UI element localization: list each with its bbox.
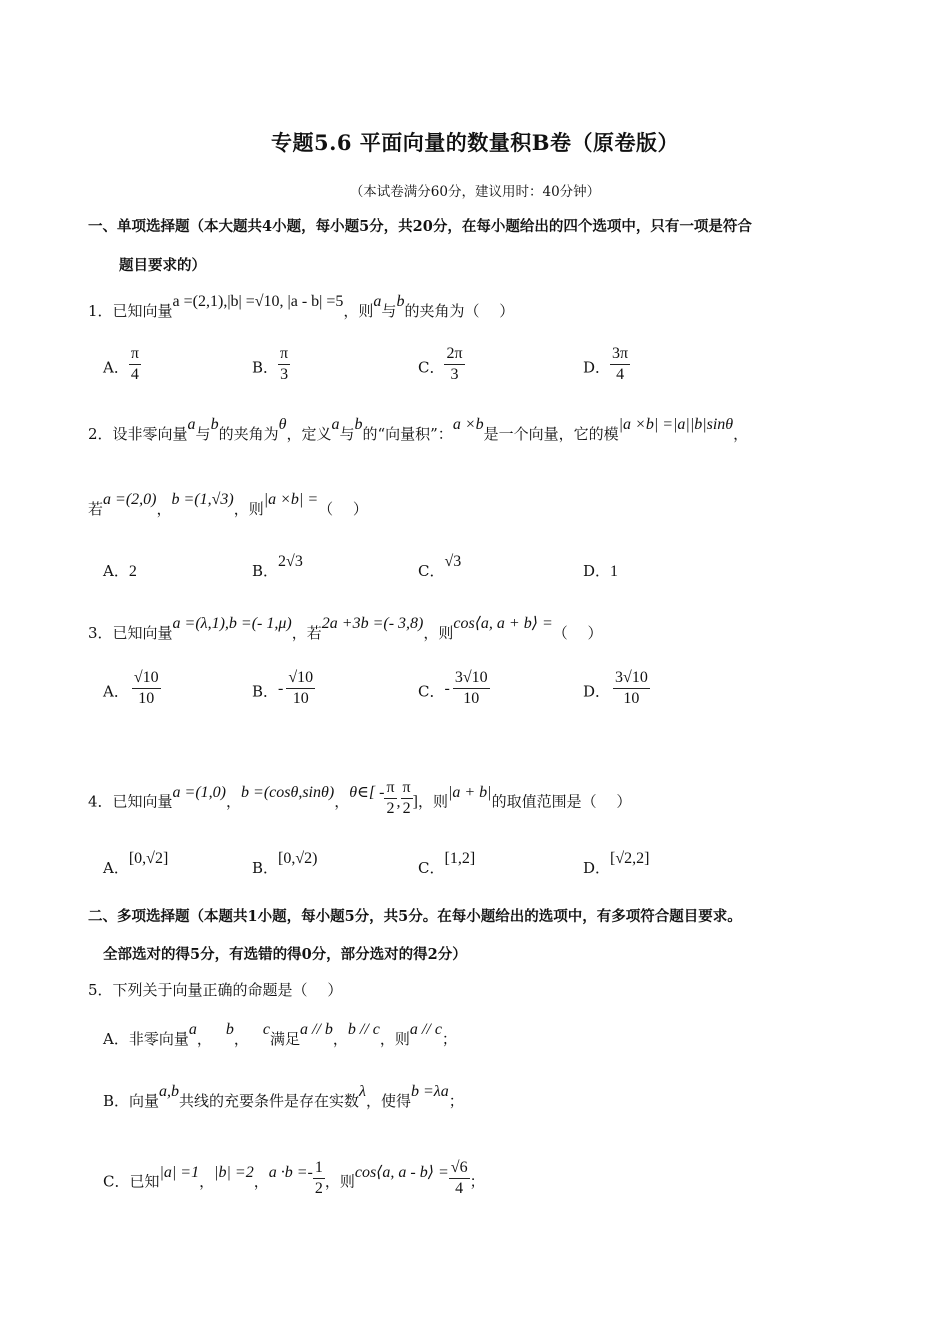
text-then: ，则 — [324, 1172, 355, 1191]
q5-option-c[interactable] — [103, 1159, 485, 1203]
option-label: C． — [418, 859, 445, 877]
text-satisfy: 满足 — [269, 1030, 300, 1048]
q4-range-open: θ∈[ - — [349, 783, 385, 801]
option-label: C．已知 — [103, 1172, 160, 1191]
q1-option-d[interactable] — [583, 345, 630, 389]
q2-a: a — [187, 416, 196, 433]
option-label: B． — [252, 358, 279, 377]
q2-and2: 与 — [339, 425, 355, 443]
q4-range-close: ] — [412, 793, 418, 811]
q3-vectors: a =(λ,1),b =(- 1,μ) — [172, 615, 292, 632]
q4-prefix: 4．已知向量 — [88, 792, 173, 811]
q4-option-c[interactable] — [418, 850, 476, 878]
q1-option-a[interactable] — [103, 345, 141, 389]
q2-a2: a — [331, 416, 340, 433]
q2-ask: |a ×b| = — [263, 491, 319, 508]
text-condition: 共线的充要条件是存在实数 — [179, 1092, 360, 1110]
denominator: 10 — [138, 690, 155, 707]
fraction — [449, 1158, 470, 1199]
q4-bvec: b =(cosθ,sinθ) — [241, 783, 335, 801]
numerator: 3√10 — [613, 668, 650, 689]
q1-option-b[interactable] — [252, 345, 290, 389]
denominator: 3 — [280, 366, 289, 383]
q3-option-b[interactable] — [252, 669, 315, 713]
semicolon: ； — [448, 1092, 464, 1110]
option-label: C． — [418, 562, 445, 580]
lambda: λ — [359, 1083, 366, 1100]
numerator: 1 — [313, 1158, 325, 1179]
q2-text2: ，定义 — [286, 425, 332, 443]
option-label: C． — [418, 358, 445, 377]
vectors-ab: a,b — [159, 1083, 180, 1100]
q4-sep2: ， — [334, 792, 350, 811]
option-label: A． — [103, 562, 129, 580]
numerator: √10 — [132, 668, 161, 689]
q1-prefix: 1．已知向量 — [88, 302, 173, 320]
q5-option-b[interactable] — [103, 1083, 464, 1111]
option-label: B．向量 — [103, 1092, 160, 1110]
numerator: π — [129, 344, 141, 365]
option-label: C． — [418, 682, 445, 701]
question-2-line2 — [88, 491, 368, 519]
a-parallel-b: a // b — [300, 1021, 333, 1038]
q2-b2: b — [354, 416, 363, 433]
fraction — [286, 668, 315, 709]
option-label: D． — [583, 682, 611, 701]
comma: ， — [233, 1030, 249, 1048]
q4-option-a[interactable] — [103, 850, 169, 878]
fraction — [278, 344, 290, 385]
option-label: A．非零向量 — [103, 1030, 189, 1048]
numerator: √6 — [449, 1158, 470, 1179]
fraction — [444, 344, 464, 385]
vector-a: a — [188, 1021, 197, 1038]
denominator: 2 — [402, 800, 411, 817]
option-label: B． — [252, 562, 279, 580]
option-value: 2√3 — [278, 553, 303, 570]
question-2-line1 — [88, 416, 749, 444]
q1-given: a =(2,1),|b| =√10, |a - b| =5 — [172, 293, 344, 310]
q4-ask: |a + b| — [447, 783, 492, 801]
option-value: 1 — [610, 563, 619, 580]
q2-option-b[interactable] — [252, 553, 303, 581]
b-equals-lambda-a: b =λa — [411, 1083, 449, 1100]
semicolon: ； — [469, 1172, 485, 1191]
fraction — [132, 668, 161, 709]
q4-option-b[interactable] — [252, 850, 318, 878]
denominator: 4 — [130, 366, 139, 383]
cosine-expr: cos⟨a, a - b⟩ = — [354, 1163, 449, 1181]
denominator: 10 — [292, 690, 309, 707]
q2-if: 若 — [88, 500, 104, 518]
q2-paren: （ ） — [318, 500, 368, 518]
option-value: [√2,2] — [610, 850, 650, 867]
option-label: D． — [583, 859, 611, 877]
semicolon: ； — [441, 1030, 457, 1048]
q2-option-d[interactable] — [583, 560, 618, 581]
numerator: π — [401, 778, 413, 799]
option-label: B． — [252, 859, 279, 877]
question-5: 5．下列关于向量正确的命题是（ ） — [88, 981, 343, 999]
option-label: D． — [583, 358, 611, 377]
q3-paren: （ ） — [552, 624, 603, 642]
numerator: 3√10 — [453, 668, 490, 689]
text-such-that: ，使得 — [365, 1092, 411, 1110]
numerator: π — [278, 344, 290, 365]
fraction — [610, 344, 630, 385]
vector-c: c — [262, 1021, 270, 1038]
dot-product: a ·b =- — [268, 1163, 313, 1181]
exam-info: （本试卷满分60分，建议用时：40分钟） — [349, 184, 601, 200]
option-value: [1,2] — [444, 850, 476, 867]
option-value: 2 — [128, 563, 137, 580]
q4-option-d[interactable] — [583, 850, 650, 878]
q2-text3: 的“向量积”： — [362, 425, 453, 443]
q2-avec: a =(2,0) — [103, 491, 157, 508]
question-3 — [88, 615, 603, 643]
q4-range-comma: , — [396, 793, 401, 811]
q2-theta: θ — [278, 416, 287, 433]
q2-bvec: b =(1,√3) — [171, 491, 234, 508]
q3-if: ，若 — [291, 624, 322, 642]
denominator: 2 — [386, 800, 395, 817]
option-value: [0,√2) — [278, 850, 318, 867]
q2-then: ，则 — [233, 500, 264, 518]
numerator: 3π — [610, 344, 630, 365]
denominator: 2 — [314, 1180, 323, 1197]
q1-and: 与 — [381, 302, 397, 320]
q3-then: ，则 — [423, 624, 454, 642]
q4-suffix: 的取值范围是（ ） — [491, 792, 632, 811]
section1-heading-cont: 题目要求的） — [119, 257, 206, 274]
q3-option-d[interactable] — [583, 669, 650, 713]
fraction — [613, 668, 650, 709]
q4-then: ，则 — [417, 792, 448, 811]
q2-modulus: |a ×b| =|a||b|sinθ — [618, 416, 734, 433]
q2-sep: ， — [156, 500, 172, 518]
q1-b: b — [396, 293, 405, 310]
option-label: D． — [583, 562, 611, 580]
q4-range-frac1 — [384, 778, 396, 819]
option-value: [0,√2] — [128, 850, 169, 867]
question-4 — [88, 779, 632, 823]
q2-and: 与 — [195, 425, 211, 443]
q2-option-c[interactable] — [418, 553, 462, 581]
mod-a: |a| =1 — [159, 1163, 200, 1181]
fraction — [129, 344, 141, 385]
q1-mid: ，则 — [343, 302, 374, 320]
q2-text4: 是一个向量，它的模 — [483, 425, 619, 443]
denominator: 4 — [455, 1180, 464, 1197]
denominator: 4 — [616, 366, 625, 383]
q1-suffix: 的夹角为（ ） — [404, 302, 515, 320]
option-label: B． — [252, 682, 279, 701]
vector-b: b — [225, 1021, 234, 1038]
comma: ， — [199, 1172, 215, 1191]
q4-sep: ， — [226, 792, 242, 811]
q1-a: a — [373, 293, 382, 310]
q2-comma: ， — [733, 425, 749, 443]
a-parallel-c: a // c — [409, 1021, 442, 1038]
q3-option-c[interactable] — [418, 669, 490, 713]
option-label: A． — [103, 682, 129, 701]
q3-condition: 2a +3b =(- 3,8) — [321, 615, 424, 632]
numerator: π — [384, 778, 396, 799]
q2-b: b — [210, 416, 219, 433]
option-value: √3 — [444, 553, 462, 570]
mod-b: |b| =2 — [214, 1163, 254, 1181]
denominator: 10 — [623, 690, 640, 707]
option-label: A． — [103, 358, 129, 377]
fraction — [313, 1158, 325, 1199]
section2-heading: 二、多项选择题（本题共1小题，每小题5分，共5分。在每小题给出的选项中，有多项符合题目要求。 — [88, 908, 742, 925]
q1-option-c[interactable] — [418, 345, 465, 389]
option-sign: - — [444, 679, 450, 697]
numerator: √10 — [286, 668, 315, 689]
fraction — [453, 668, 490, 709]
q4-range-frac2 — [401, 778, 413, 819]
q2-option-a[interactable] — [103, 560, 137, 581]
question-1 — [88, 293, 515, 321]
option-label: A． — [103, 859, 129, 877]
q3-option-a[interactable] — [103, 669, 161, 713]
denominator: 10 — [463, 690, 480, 707]
comma: ， — [253, 1172, 269, 1191]
q3-prefix: 3．已知向量 — [88, 624, 173, 642]
section2-heading-cont: 全部选对的得5分，有选错的得0分，部分选对的得2分） — [103, 946, 467, 963]
q2-prefix: 2．设非零向量 — [88, 425, 188, 443]
denominator: 3 — [450, 366, 459, 383]
comma: ， — [332, 1030, 348, 1048]
text-then: ，则 — [379, 1030, 410, 1048]
comma: ， — [196, 1030, 212, 1048]
numerator: 2π — [444, 344, 464, 365]
q2-cross: a ×b — [452, 416, 484, 433]
b-parallel-c: b // c — [347, 1021, 380, 1038]
q2-text1: 的夹角为 — [218, 425, 279, 443]
q5-option-a[interactable] — [103, 1021, 457, 1049]
option-sign: - — [278, 679, 284, 697]
q4-avec: a =(1,0) — [172, 783, 226, 801]
page-title: 专题5.6 平面向量的数量积B卷（原卷版） — [270, 130, 680, 155]
q3-ask: cos⟨a, a + b⟩ = — [453, 615, 553, 632]
section1-heading: 一、单项选择题（本大题共4小题，每小题5分，共20分，在每小题给出的四个选项中，只有一项是符合 — [88, 218, 752, 235]
